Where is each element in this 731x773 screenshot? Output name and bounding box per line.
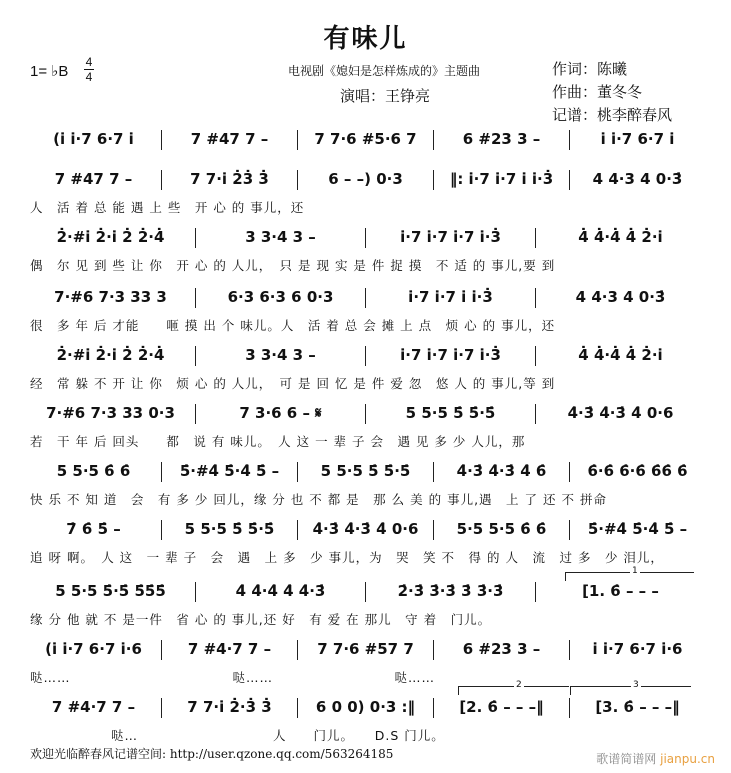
measure: 7 7·i̇ 2̇·3̇ 3̇	[187, 698, 272, 716]
measure: 3 3·4 3 –	[245, 346, 316, 364]
barline	[297, 698, 298, 718]
barline	[433, 462, 434, 482]
measure: 6̇·6̇ 6̇·6̇ 6̇6̇ 6̇	[587, 462, 688, 480]
composer: 作曲：董冬冬	[552, 83, 643, 101]
measure: 6 #23 3 –	[462, 640, 541, 658]
time-signature	[84, 56, 94, 83]
measure: 5̇·#4̇ 5̇·4̇ 5̇ –	[179, 462, 280, 480]
measure: 4̇·3̇ 4̇·3̇ 4̇ 6̇	[456, 462, 547, 480]
measure: i̇ i̇·7 6·7 i̇·6	[592, 640, 683, 658]
lyrics-line: 哒… 人 门儿。 D.S 门儿。	[30, 728, 445, 743]
barline	[433, 130, 434, 150]
barline	[297, 130, 298, 150]
measure: 6 #23 3 –	[462, 130, 541, 148]
lyrics-line: 很 多 年 后 才能 咂 摸 出 个 味儿。人 活 着 总 会 摊 上 点 烦 心 的 事儿，还	[30, 318, 556, 333]
measure: i̇·7 i̇·7 i̇·7 i̇·3̇	[400, 228, 501, 246]
volta-3: 3	[570, 686, 691, 695]
barline	[433, 170, 434, 190]
measure: 5·5 5·5 6̇ 6̇	[456, 520, 547, 538]
barline	[365, 228, 366, 248]
lyrics-line: 缘 分 他 就 不 是一件 省 心 的 事儿,还 好 有 爱 在 那儿 守 着 门儿。	[30, 612, 492, 627]
measure: 2̇·#i̇ 2̇·i̇ 2̇ 2̇·4̇	[56, 228, 165, 246]
measure: i̇·7 i̇·7 i̇ i̇·3̇	[408, 288, 493, 306]
barline	[161, 130, 162, 150]
measure: 4̇·3̇ 4̇·3̇ 4̇ 0·6	[312, 520, 419, 538]
barline	[195, 228, 196, 248]
barline	[195, 404, 196, 424]
barline	[297, 170, 298, 190]
barline	[433, 698, 434, 718]
barline	[161, 640, 162, 660]
barline	[365, 582, 366, 602]
lyrics-line: 若 干 年 后 回头 都 说 有 味儿。 人 这 一 辈 子 会 遇 见 多 少 人儿，那	[30, 434, 526, 449]
measure: 5 5·5 5̇ 5̇·5̇	[405, 404, 496, 422]
measure: 4̇ 4̇·4̇ 4̇ 2̇·i̇	[578, 228, 663, 246]
measure: 4 4·3 4 0·3̇	[592, 170, 683, 188]
measure: 7̇ 6̇ 5̇ –	[66, 520, 121, 538]
measure: 5̇·#4̇ 5̇·4̇ 5̇ –	[587, 520, 688, 538]
barline	[365, 346, 366, 366]
watermark-cn: 歌谱简谱网	[596, 752, 657, 766]
barline	[569, 520, 570, 540]
measure: 4̇ 4̇·4̇ 4̇ 4̇·3̇	[235, 582, 326, 600]
notes-line	[30, 404, 701, 426]
measure: [2. 6̇ – – –‖	[459, 698, 544, 716]
lyrics-line: 快 乐 不 知 道 会 有 多 少 回儿，缘 分 也 不 都 是 那 么 美 的 事儿,遇 上 了 还 不 拼命	[30, 492, 607, 507]
lyrics-line: 人 活 着 总 能 遇 上 些 开 心 的 事儿，还	[30, 200, 305, 215]
measure: 5 5·5 5̇·5̇ 5̇5̇5̇	[55, 582, 166, 600]
measure: 7 #47 7 –	[190, 130, 269, 148]
measure: 6 – –) 0·3	[328, 170, 403, 188]
measure: 7 7·6 #57 7	[317, 640, 414, 658]
measure: 4 4·3 4 0·3̇	[575, 288, 666, 306]
notes-line	[30, 698, 701, 720]
volta-1: 1	[565, 572, 694, 581]
measure: [3. 6̇ – – –‖	[595, 698, 680, 716]
notes-line	[30, 130, 701, 152]
volta-2: 2	[458, 686, 569, 695]
measure: ‖: i̇·7 i̇·7 i̇ i̇·3̇	[449, 170, 554, 188]
measure: 5 5·5 5̇ 5̇·5̇	[184, 520, 275, 538]
measure: 7 #47 7 –	[54, 170, 133, 188]
lyrics-line: 哒…… 哒…… 哒……	[30, 670, 436, 685]
measure: i̇·7 i̇·7 i̇·7 i̇·3̇	[400, 346, 501, 364]
notes-line	[30, 170, 701, 192]
measure: 7·#6 7·3 33 0·3	[46, 404, 175, 422]
footer-text: 欢迎光临醉春风记谱空间: http://user.qzone.qq.com/563264185	[30, 747, 394, 761]
barline	[569, 698, 570, 718]
barline	[535, 288, 536, 308]
barline	[161, 170, 162, 190]
measure: 6·3 6·3 6 0·3	[227, 288, 334, 306]
measure: 4̇ 4̇·4̇ 4̇ 2̇·i̇	[578, 346, 663, 364]
key-signature: 1= ♭B	[30, 63, 69, 80]
notes-line	[30, 346, 701, 368]
barline	[535, 228, 536, 248]
measure: 7 #4·7 7 –	[187, 640, 272, 658]
watermark	[596, 750, 715, 767]
barline	[365, 288, 366, 308]
time-sig-bottom: 4	[85, 70, 93, 84]
measure: (i̇ i̇·7 6·7 i̇	[53, 130, 134, 148]
score-title: 有味儿	[323, 24, 408, 54]
notes-line	[30, 582, 701, 604]
measure: 7 3·6 6 – 𝄋	[239, 404, 322, 422]
barline	[433, 520, 434, 540]
barline	[365, 404, 366, 424]
notes-line	[30, 462, 701, 484]
barline	[161, 520, 162, 540]
measure: 6 0 0) 0·3 :‖	[315, 698, 416, 716]
barline	[569, 640, 570, 660]
notes-line	[30, 640, 701, 662]
barline	[297, 640, 298, 660]
barline	[161, 698, 162, 718]
transcriber: 记谱：桃李醉春风	[552, 106, 673, 124]
measure: 4̇·3̇ 4̇·3̇ 4̇ 0·6	[567, 404, 674, 422]
barline	[297, 462, 298, 482]
barline	[535, 582, 536, 602]
lyricist: 作词：陈曦	[552, 60, 628, 78]
measure: 3 3·4 3 –	[245, 228, 316, 246]
measure: 7·#6 7·3 33 3	[54, 288, 167, 306]
lyrics-line: 偶 尔 见 到 些 让 你 开 心 的 人儿， 只 是 现 实 是 件 捉 摸 不 适 的 事儿,要 到	[30, 258, 556, 273]
measure: (i̇ i̇·7 6·7 i̇·6	[45, 640, 142, 658]
measure: 7 7·6 #5·6 7	[314, 130, 417, 148]
measure: [1. 6̇ – – –	[582, 582, 659, 600]
measure: i̇ i̇·7 6·7 i̇	[600, 130, 675, 148]
measure: 7 7·i̇ 2̇3̇ 3̇	[190, 170, 269, 188]
barline	[569, 170, 570, 190]
lyrics-line: 经 常 躲 不 开 让 你 烦 心 的 人儿， 可 是 回 忆 是 件 爱 忽 悠 人 的 事儿,等 到	[30, 376, 556, 391]
barline	[535, 404, 536, 424]
barline	[433, 640, 434, 660]
singer: 演唱：王铮亮	[340, 87, 431, 105]
notes-line	[30, 228, 701, 250]
barline	[195, 582, 196, 602]
barline	[195, 288, 196, 308]
notes-line	[30, 288, 701, 310]
subtitle: 电视剧《媳妇是怎样炼成的》主题曲	[288, 64, 481, 78]
time-sig-top: 4	[85, 55, 93, 69]
notes-line	[30, 520, 701, 542]
barline	[569, 130, 570, 150]
barline	[195, 346, 196, 366]
barline	[161, 462, 162, 482]
measure: 5 5·5 5̇ 5̇·5̇	[320, 462, 411, 480]
measure: 7 #4·7 7 –	[51, 698, 136, 716]
barline	[535, 346, 536, 366]
barline	[297, 520, 298, 540]
measure: 2̇·#i̇ 2̇·i̇ 2̇ 2̇·4̇	[56, 346, 165, 364]
lyrics-line: 追 呀 啊。 人 这 一 辈 子 会 遇 上 多 少 事儿，为 哭 笑 不 得 的 人 流 过 多 少 泪儿，	[30, 550, 664, 565]
measure: 2̇·3̇ 3̇·3̇ 3̇ 3̇·3̇	[397, 582, 504, 600]
measure: 5 5·5 6̇ 6̇	[56, 462, 131, 480]
barline	[569, 462, 570, 482]
credits	[552, 58, 672, 127]
watermark-en: jianpu.cn	[660, 752, 715, 766]
